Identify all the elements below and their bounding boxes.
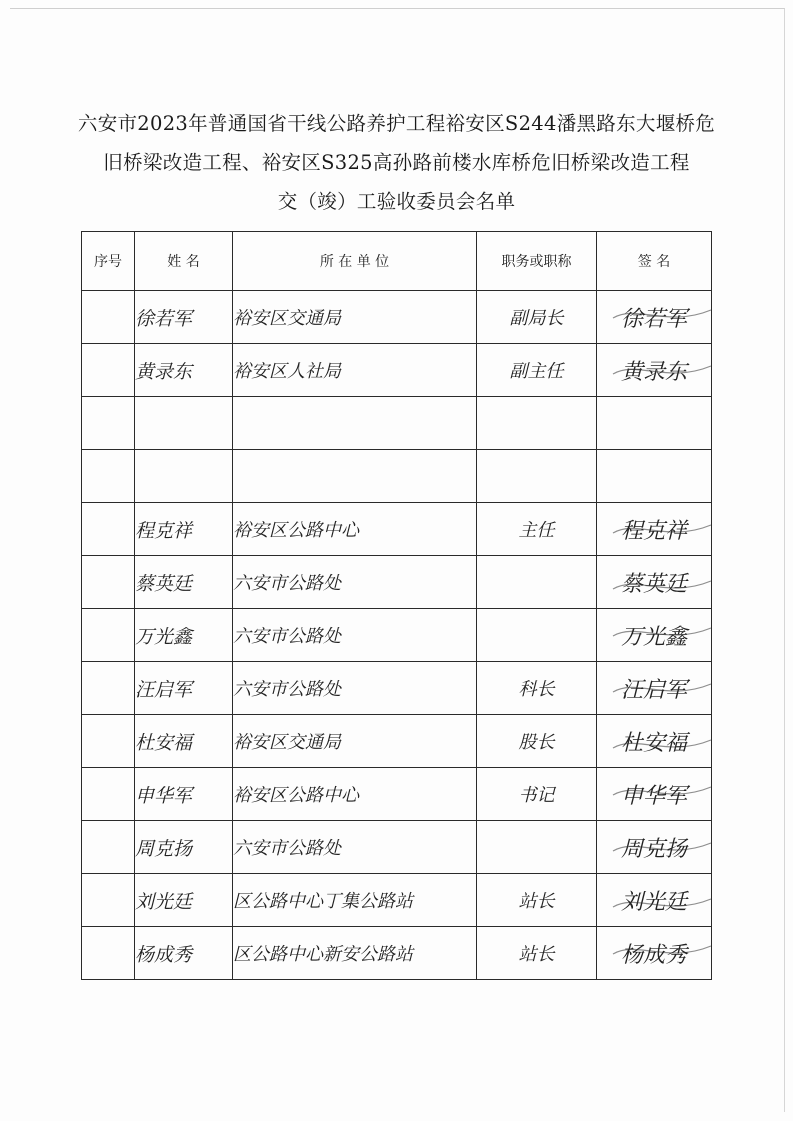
row-position-cell	[477, 821, 597, 874]
row-unit-cell: 裕安区人社局	[233, 344, 477, 397]
row-signature-cell	[597, 556, 712, 609]
row-seq-cell	[82, 503, 135, 556]
table-row	[82, 662, 712, 715]
row-seq-cell	[82, 450, 135, 503]
table-row	[82, 397, 712, 450]
header-name: 姓 名	[135, 232, 233, 291]
table-row	[82, 291, 712, 344]
row-unit-cell: 六安市公路处	[233, 821, 477, 874]
row-name-cell: 周克扬	[135, 821, 233, 874]
handwritten-signature: 程克祥	[621, 514, 687, 545]
row-position-cell: 站长	[477, 927, 597, 980]
row-position-cell: 副主任	[477, 344, 597, 397]
row-signature-cell	[597, 397, 712, 450]
row-position-cell	[477, 556, 597, 609]
row-position-cell	[477, 450, 597, 503]
header-position: 职务或职称	[477, 232, 597, 291]
row-seq-cell	[82, 556, 135, 609]
handwritten-signature: 刘光廷	[621, 885, 687, 916]
row-position-cell: 主任	[477, 503, 597, 556]
row-seq-cell	[82, 874, 135, 927]
row-unit-cell: 六安市公路处	[233, 662, 477, 715]
header-signature: 签 名	[597, 232, 712, 291]
table-row	[82, 715, 712, 768]
row-signature-cell	[597, 874, 712, 927]
signature-stroke	[607, 924, 717, 972]
header-unit: 所 在 单 位	[233, 232, 477, 291]
row-seq-cell	[82, 397, 135, 450]
handwritten-signature: 申华军	[621, 779, 687, 810]
table-row	[82, 927, 712, 980]
row-seq-cell	[82, 821, 135, 874]
row-seq-cell	[82, 609, 135, 662]
row-unit-cell: 裕安区公路中心	[233, 503, 477, 556]
header-seq: 序号	[82, 232, 135, 291]
table-row	[82, 344, 712, 397]
signature-stroke	[607, 818, 717, 866]
row-name-cell: 汪启军	[135, 662, 233, 715]
row-unit-cell: 六安市公路处	[233, 609, 477, 662]
signature-stroke	[607, 871, 717, 919]
row-unit-cell: 区公路中心新安公路站	[233, 927, 477, 980]
table-row	[82, 874, 712, 927]
row-seq-cell	[82, 768, 135, 821]
row-signature-cell	[597, 503, 712, 556]
row-name-cell: 申华军	[135, 768, 233, 821]
row-unit-cell	[233, 450, 477, 503]
committee-roster-table	[81, 231, 712, 980]
signature-stroke	[607, 500, 717, 548]
handwritten-signature: 徐若军	[621, 302, 687, 333]
row-seq-cell	[82, 344, 135, 397]
signature-stroke	[607, 606, 717, 654]
row-position-cell: 股长	[477, 715, 597, 768]
signature-stroke	[607, 553, 717, 601]
table-row	[82, 556, 712, 609]
row-position-cell: 副局长	[477, 291, 597, 344]
table-body	[82, 291, 712, 980]
table-row	[82, 503, 712, 556]
signature-stroke	[607, 288, 717, 336]
signature-stroke	[607, 765, 717, 813]
row-unit-cell: 区公路中心丁集公路站	[233, 874, 477, 927]
row-name-cell: 黄录东	[135, 344, 233, 397]
row-seq-cell	[82, 662, 135, 715]
row-signature-cell	[597, 662, 712, 715]
handwritten-signature: 杨成秀	[621, 938, 687, 969]
row-signature-cell	[597, 291, 712, 344]
handwritten-signature: 万光鑫	[621, 620, 687, 651]
row-name-cell	[135, 450, 233, 503]
row-seq-cell	[82, 715, 135, 768]
row-signature-cell	[597, 450, 712, 503]
row-name-cell: 杜安福	[135, 715, 233, 768]
row-name-cell: 程克祥	[135, 503, 233, 556]
row-signature-cell	[597, 821, 712, 874]
handwritten-signature: 黄录东	[621, 355, 687, 386]
signature-stroke	[607, 712, 717, 760]
signature-stroke	[607, 659, 717, 707]
row-position-cell: 书记	[477, 768, 597, 821]
signature-stroke	[607, 341, 717, 389]
row-name-cell	[135, 397, 233, 450]
row-seq-cell	[82, 927, 135, 980]
row-signature-cell	[597, 927, 712, 980]
row-signature-cell	[597, 609, 712, 662]
table-row	[82, 609, 712, 662]
row-seq-cell	[82, 291, 135, 344]
row-unit-cell	[233, 397, 477, 450]
document-title-line-2: 旧桥梁改造工程、裕安区S325高孙路前楼水库桥危旧桥梁改造工程	[103, 151, 690, 174]
handwritten-signature: 蔡英廷	[621, 567, 687, 598]
row-unit-cell: 裕安区公路中心	[233, 768, 477, 821]
handwritten-signature: 杜安福	[621, 726, 687, 757]
row-position-cell: 科长	[477, 662, 597, 715]
row-unit-cell: 裕安区交通局	[233, 715, 477, 768]
handwritten-signature: 周克扬	[621, 832, 687, 863]
row-position-cell	[477, 609, 597, 662]
row-signature-cell	[597, 768, 712, 821]
row-name-cell: 万光鑫	[135, 609, 233, 662]
table-row	[82, 450, 712, 503]
table-header	[82, 232, 712, 291]
row-unit-cell: 六安市公路处	[233, 556, 477, 609]
row-signature-cell	[597, 344, 712, 397]
row-position-cell	[477, 397, 597, 450]
document-title-line-3: 交（竣）工验收委员会名单	[277, 190, 516, 213]
document-title-line-1: 六安市2023年普通国省干线公路养护工程裕安区S244潘黑路东大堰桥危	[77, 112, 716, 135]
handwritten-signature: 汪启军	[621, 673, 687, 704]
row-name-cell: 蔡英廷	[135, 556, 233, 609]
table-row	[82, 821, 712, 874]
row-name-cell: 徐若军	[135, 291, 233, 344]
row-signature-cell	[597, 715, 712, 768]
row-name-cell: 刘光廷	[135, 874, 233, 927]
row-unit-cell: 裕安区交通局	[233, 291, 477, 344]
row-position-cell: 站长	[477, 874, 597, 927]
row-name-cell: 杨成秀	[135, 927, 233, 980]
table-row	[82, 768, 712, 821]
